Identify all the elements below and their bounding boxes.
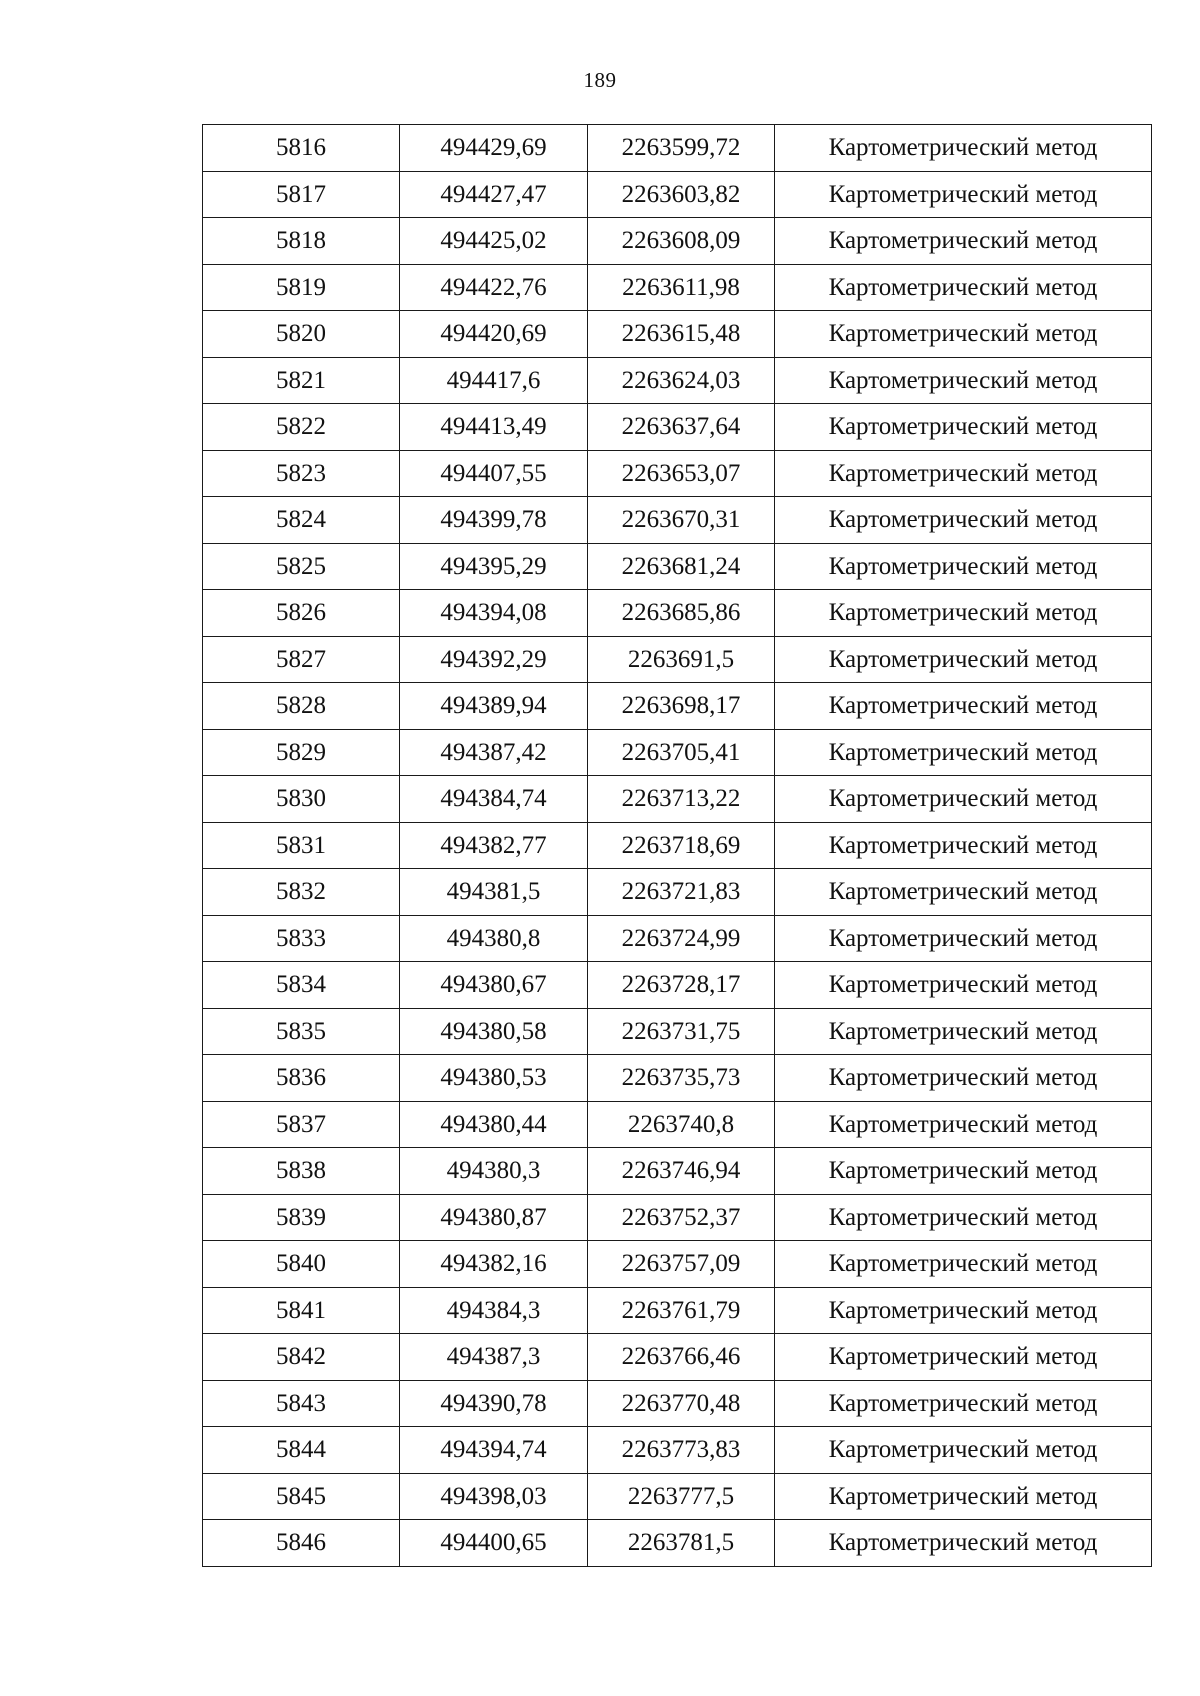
method-cell: Картометрический метод [775, 590, 1152, 637]
point-number-cell: 5822 [203, 404, 400, 451]
y-coordinate-cell: 2263691,5 [588, 636, 775, 683]
point-number-cell: 5819 [203, 264, 400, 311]
method-cell: Картометрический метод [775, 171, 1152, 218]
table-row [203, 125, 1152, 172]
x-coordinate-cell: 494380,3 [400, 1148, 588, 1195]
y-coordinate-cell: 2263681,24 [588, 543, 775, 590]
coordinates-table-body [203, 125, 1152, 1567]
table-row [203, 1334, 1152, 1381]
point-number-cell: 5834 [203, 962, 400, 1009]
point-number-cell: 5833 [203, 915, 400, 962]
table-row [203, 218, 1152, 265]
y-coordinate-cell: 2263718,69 [588, 822, 775, 869]
method-cell: Картометрический метод [775, 264, 1152, 311]
table-row [203, 497, 1152, 544]
x-coordinate-cell: 494380,58 [400, 1008, 588, 1055]
point-number-cell: 5836 [203, 1055, 400, 1102]
point-number-cell: 5843 [203, 1380, 400, 1427]
point-number-cell: 5821 [203, 357, 400, 404]
table-row [203, 822, 1152, 869]
y-coordinate-cell: 2263698,17 [588, 683, 775, 730]
table-row [203, 1427, 1152, 1474]
y-coordinate-cell: 2263766,46 [588, 1334, 775, 1381]
table-row [203, 264, 1152, 311]
method-cell: Картометрический метод [775, 1055, 1152, 1102]
point-number-cell: 5832 [203, 869, 400, 916]
point-number-cell: 5841 [203, 1287, 400, 1334]
table-row [203, 1148, 1152, 1195]
point-number-cell: 5839 [203, 1194, 400, 1241]
y-coordinate-cell: 2263724,99 [588, 915, 775, 962]
table-row [203, 915, 1152, 962]
method-cell: Картометрический метод [775, 1101, 1152, 1148]
x-coordinate-cell: 494384,74 [400, 776, 588, 823]
point-number-cell: 5827 [203, 636, 400, 683]
x-coordinate-cell: 494400,65 [400, 1520, 588, 1567]
point-number-cell: 5844 [203, 1427, 400, 1474]
table-row [203, 1380, 1152, 1427]
x-coordinate-cell: 494392,29 [400, 636, 588, 683]
method-cell: Картометрический метод [775, 1008, 1152, 1055]
x-coordinate-cell: 494382,77 [400, 822, 588, 869]
y-coordinate-cell: 2263599,72 [588, 125, 775, 172]
point-number-cell: 5825 [203, 543, 400, 590]
point-number-cell: 5846 [203, 1520, 400, 1567]
point-number-cell: 5845 [203, 1473, 400, 1520]
x-coordinate-cell: 494380,87 [400, 1194, 588, 1241]
x-coordinate-cell: 494422,76 [400, 264, 588, 311]
method-cell: Картометрический метод [775, 311, 1152, 358]
point-number-cell: 5820 [203, 311, 400, 358]
method-cell: Картометрический метод [775, 1473, 1152, 1520]
y-coordinate-cell: 2263777,5 [588, 1473, 775, 1520]
point-number-cell: 5816 [203, 125, 400, 172]
table-row [203, 357, 1152, 404]
table-row [203, 962, 1152, 1009]
y-coordinate-cell: 2263740,8 [588, 1101, 775, 1148]
table-row [203, 1473, 1152, 1520]
x-coordinate-cell: 494398,03 [400, 1473, 588, 1520]
coordinates-table [202, 124, 1152, 1567]
y-coordinate-cell: 2263746,94 [588, 1148, 775, 1195]
table-row [203, 1241, 1152, 1288]
y-coordinate-cell: 2263752,37 [588, 1194, 775, 1241]
x-coordinate-cell: 494387,42 [400, 729, 588, 776]
x-coordinate-cell: 494382,16 [400, 1241, 588, 1288]
x-coordinate-cell: 494394,08 [400, 590, 588, 637]
table-row [203, 311, 1152, 358]
point-number-cell: 5823 [203, 450, 400, 497]
x-coordinate-cell: 494420,69 [400, 311, 588, 358]
method-cell: Картометрический метод [775, 1427, 1152, 1474]
y-coordinate-cell: 2263611,98 [588, 264, 775, 311]
table-row [203, 590, 1152, 637]
page-number: 189 [583, 68, 617, 92]
point-number-cell: 5824 [203, 497, 400, 544]
method-cell: Картометрический метод [775, 915, 1152, 962]
method-cell: Картометрический метод [775, 1334, 1152, 1381]
y-coordinate-cell: 2263735,73 [588, 1055, 775, 1102]
x-coordinate-cell: 494387,3 [400, 1334, 588, 1381]
point-number-cell: 5818 [203, 218, 400, 265]
y-coordinate-cell: 2263685,86 [588, 590, 775, 637]
table-row [203, 683, 1152, 730]
point-number-cell: 5831 [203, 822, 400, 869]
y-coordinate-cell: 2263637,64 [588, 404, 775, 451]
x-coordinate-cell: 494413,49 [400, 404, 588, 451]
table-row [203, 776, 1152, 823]
table-row [203, 869, 1152, 916]
table-row [203, 636, 1152, 683]
y-coordinate-cell: 2263781,5 [588, 1520, 775, 1567]
x-coordinate-cell: 494380,8 [400, 915, 588, 962]
method-cell: Картометрический метод [775, 450, 1152, 497]
y-coordinate-cell: 2263773,83 [588, 1427, 775, 1474]
x-coordinate-cell: 494417,6 [400, 357, 588, 404]
method-cell: Картометрический метод [775, 1194, 1152, 1241]
point-number-cell: 5828 [203, 683, 400, 730]
y-coordinate-cell: 2263731,75 [588, 1008, 775, 1055]
table-row [203, 1101, 1152, 1148]
method-cell: Картометрический метод [775, 776, 1152, 823]
y-coordinate-cell: 2263670,31 [588, 497, 775, 544]
point-number-cell: 5817 [203, 171, 400, 218]
x-coordinate-cell: 494395,29 [400, 543, 588, 590]
method-cell: Картометрический метод [775, 357, 1152, 404]
y-coordinate-cell: 2263653,07 [588, 450, 775, 497]
x-coordinate-cell: 494399,78 [400, 497, 588, 544]
table-row [203, 1008, 1152, 1055]
x-coordinate-cell: 494390,78 [400, 1380, 588, 1427]
y-coordinate-cell: 2263761,79 [588, 1287, 775, 1334]
y-coordinate-cell: 2263603,82 [588, 171, 775, 218]
method-cell: Картометрический метод [775, 404, 1152, 451]
y-coordinate-cell: 2263728,17 [588, 962, 775, 1009]
point-number-cell: 5829 [203, 729, 400, 776]
x-coordinate-cell: 494427,47 [400, 171, 588, 218]
x-coordinate-cell: 494381,5 [400, 869, 588, 916]
method-cell: Картометрический метод [775, 1380, 1152, 1427]
point-number-cell: 5835 [203, 1008, 400, 1055]
x-coordinate-cell: 494389,94 [400, 683, 588, 730]
y-coordinate-cell: 2263757,09 [588, 1241, 775, 1288]
x-coordinate-cell: 494407,55 [400, 450, 588, 497]
method-cell: Картометрический метод [775, 543, 1152, 590]
method-cell: Картометрический метод [775, 497, 1152, 544]
method-cell: Картометрический метод [775, 822, 1152, 869]
table-row [203, 1287, 1152, 1334]
method-cell: Картометрический метод [775, 1241, 1152, 1288]
x-coordinate-cell: 494380,67 [400, 962, 588, 1009]
method-cell: Картометрический метод [775, 1520, 1152, 1567]
y-coordinate-cell: 2263624,03 [588, 357, 775, 404]
x-coordinate-cell: 494425,02 [400, 218, 588, 265]
table-row [203, 1194, 1152, 1241]
y-coordinate-cell: 2263615,48 [588, 311, 775, 358]
table-row [203, 171, 1152, 218]
point-number-cell: 5842 [203, 1334, 400, 1381]
table-row [203, 1520, 1152, 1567]
table-row [203, 404, 1152, 451]
method-cell: Картометрический метод [775, 125, 1152, 172]
method-cell: Картометрический метод [775, 683, 1152, 730]
y-coordinate-cell: 2263705,41 [588, 729, 775, 776]
point-number-cell: 5840 [203, 1241, 400, 1288]
y-coordinate-cell: 2263770,48 [588, 1380, 775, 1427]
y-coordinate-cell: 2263713,22 [588, 776, 775, 823]
point-number-cell: 5837 [203, 1101, 400, 1148]
method-cell: Картометрический метод [775, 218, 1152, 265]
method-cell: Картометрический метод [775, 869, 1152, 916]
method-cell: Картометрический метод [775, 962, 1152, 1009]
x-coordinate-cell: 494384,3 [400, 1287, 588, 1334]
y-coordinate-cell: 2263721,83 [588, 869, 775, 916]
x-coordinate-cell: 494380,53 [400, 1055, 588, 1102]
point-number-cell: 5838 [203, 1148, 400, 1195]
x-coordinate-cell: 494380,44 [400, 1101, 588, 1148]
table-row [203, 1055, 1152, 1102]
method-cell: Картометрический метод [775, 636, 1152, 683]
x-coordinate-cell: 494429,69 [400, 125, 588, 172]
method-cell: Картометрический метод [775, 1287, 1152, 1334]
table-row [203, 450, 1152, 497]
method-cell: Картометрический метод [775, 1148, 1152, 1195]
table-row [203, 729, 1152, 776]
point-number-cell: 5830 [203, 776, 400, 823]
point-number-cell: 5826 [203, 590, 400, 637]
method-cell: Картометрический метод [775, 729, 1152, 776]
y-coordinate-cell: 2263608,09 [588, 218, 775, 265]
x-coordinate-cell: 494394,74 [400, 1427, 588, 1474]
table-row [203, 543, 1152, 590]
